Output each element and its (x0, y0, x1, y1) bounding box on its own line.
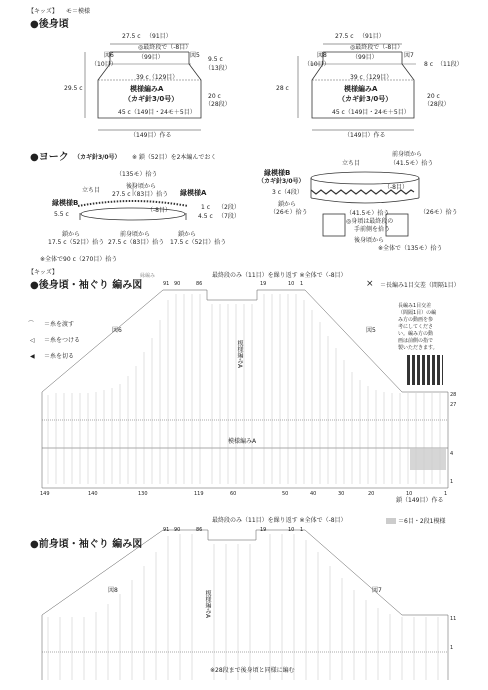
front-cast-on: （149目）作る (344, 132, 386, 139)
col-bottom-50: 50 (282, 491, 289, 497)
col-bottom-149: 149 (40, 491, 50, 497)
front-width-top: 27.5 c (335, 33, 354, 40)
front-chart-label-right: 図7 (372, 587, 382, 594)
row-4: 4 (450, 451, 454, 457)
yoke-r-front-pick: （41.5モ）拾う (390, 160, 434, 167)
front-row-11: 11 (450, 616, 457, 622)
row-1: 1 (450, 479, 454, 485)
chart-cast-on: 鎖（149目）作る (396, 497, 444, 504)
qr-note-7: 製いただきます。 (398, 345, 438, 351)
back-pattern: 模様編みA (130, 85, 164, 93)
chart-pattern: 模様編みA (228, 438, 257, 445)
col-bottom-30: 30 (338, 491, 345, 497)
chart-label-right: 図5 (366, 327, 376, 334)
qr-note-6: 画は前側の指で (398, 338, 434, 344)
front-chart-bottom-note: ※28段まで後身頃と同様に編む (210, 667, 295, 674)
yoke-rise: 立ち目 (82, 187, 101, 194)
chart-label-left: 図6 (112, 327, 122, 334)
yoke-r-front-from: 前身頃から (392, 151, 423, 158)
chart-section: 【キッズ】 (28, 269, 58, 276)
back-label-left: 図6 (104, 52, 114, 59)
qr-note-1: 長編み1目交差 (398, 303, 432, 309)
qr-code-icon[interactable] (407, 355, 443, 385)
back-stitch-top: （99目） (138, 54, 164, 61)
back-height-right-cm: 20 c (208, 93, 221, 100)
front-label-left: 図8 (317, 52, 327, 59)
back-side-right-cm: 9.5 c (208, 56, 223, 63)
col-bottom-60: 60 (230, 491, 237, 497)
legend-cut-icon: ⌒ (28, 321, 35, 328)
yoke-chain-pick-l: 17.5 c（52目）拾う (48, 239, 105, 246)
yoke-chain-pick-r: 17.5 c（52目）拾う (170, 239, 227, 246)
yoke-r1rows: （2段） (218, 204, 240, 211)
col-top-10: 10 (288, 281, 295, 287)
qr-note-2: （間隔1目）の編 (398, 310, 437, 316)
yoke-edge-b: 縁模様B (52, 199, 79, 207)
yoke-r-minus8: （-8目） (384, 184, 408, 191)
front-width-top-rows: （91目） (359, 33, 385, 40)
front-pattern: 模様編みA (344, 85, 378, 93)
front-height-right-cm: 20 c (427, 93, 440, 100)
yoke-side-cm: 5.5 c (54, 211, 69, 218)
yoke-r-chain-pick-r: （26モ）拾う (420, 209, 458, 216)
front-mid-width: 39 c（129目） (350, 74, 393, 81)
yoke-r-chain-pick-l: （26モ）拾う (270, 209, 308, 216)
yoke-total-note: ※全体で90 c（270目）拾う (40, 256, 118, 263)
yoke-r-back-pick: （41.5モ）拾う (346, 210, 390, 217)
chart-top-note: 最終段のみ（11目）を繰り返す ※全体で（-8目） (212, 272, 347, 279)
yoke-back-from: 後身頃から (126, 183, 157, 190)
yoke-chain-from-r: 鎖から (178, 231, 197, 238)
yoke-chain-from-l: 鎖から (62, 231, 81, 238)
yoke-front-from: 前身頃から (120, 231, 151, 238)
qr-note-3: み方の動画を参 (398, 317, 434, 323)
yoke-r-hook: （カギ針3/0号） (258, 178, 305, 185)
col-top-90: 90 (174, 281, 181, 287)
yoke-r-3c: 3 c（4段） (272, 189, 303, 196)
col-bottom-40: 40 (310, 491, 317, 497)
front-col-91: 91 (163, 527, 170, 533)
yoke-r-rise: 立ち目 (342, 160, 361, 167)
front-col-1: 1 (300, 527, 304, 533)
front-chart-pattern: 模様編みA (204, 590, 211, 619)
front-hook: （カギ針3/0号） (338, 95, 393, 103)
yoke-r-back-note2: 手前側を拾う (354, 226, 391, 233)
front-col-86: 86 (196, 527, 203, 533)
chart-edge-label: 縁編み (140, 273, 156, 279)
back-mid-width: 39 c（129目） (136, 74, 179, 81)
back-side-right-rows: （13段） (205, 65, 231, 72)
legend-cross: ＝長編み1目交差（間隔1目） (380, 282, 460, 289)
col-bottom-20: 20 (368, 491, 375, 497)
front-height-left: 28 c (276, 85, 289, 92)
legend-end: ＝糸を切る (44, 353, 75, 360)
legend-cut: ＝糸を渡す (44, 321, 75, 328)
cross-stitch-icon: ⨯ (366, 279, 374, 289)
back-last-row-note: ◎最終段で（-8目） (138, 44, 192, 51)
yoke-back-pick: 27.5 c（83目）拾う (112, 191, 169, 198)
section-header: 【キッズ】 (28, 8, 58, 15)
back-height-left: 29.5 c (64, 85, 83, 92)
front-label-right: 図7 (404, 52, 414, 59)
yoke-r45c: 4.5 c (198, 213, 213, 220)
yoke-r45rows: （7段） (218, 213, 240, 220)
back-title: ●後身頃 (30, 19, 69, 30)
front-col-10: 10 (288, 527, 295, 533)
yoke-title: ●ヨーク (30, 152, 69, 163)
back-width-top-rows: （91目） (146, 33, 172, 40)
qr-note-5: い。編み方の動 (398, 331, 434, 337)
col-top-91: 91 (163, 281, 170, 287)
col-top-19: 19 (260, 281, 267, 287)
front-bottom-width: 45 c（149目・24モ＋5目） (332, 109, 410, 116)
back-label-right: 図5 (190, 52, 200, 59)
col-bottom-10: 10 (406, 491, 413, 497)
back-cast-on: （149目）作る (130, 132, 172, 139)
yarn-note: モ＝模様 (66, 8, 91, 15)
legend-shade: ＝6目・2段1模様 (398, 518, 446, 525)
yoke-r-total: ※全体で（135モ）拾う (378, 245, 443, 252)
front-chart-top-note: 最終段のみ（11目）を繰り返す ※全体で（-8目） (212, 517, 347, 524)
yoke-hook: （カギ針3/0号） (74, 154, 121, 161)
col-bottom-140: 140 (88, 491, 98, 497)
col-bottom-1: 1 (444, 491, 448, 497)
front-last-row-note: ◎最終段で（-8目） (350, 44, 404, 51)
yoke-r-edge-b: 縁模様B (264, 169, 291, 177)
front-side-right-rows: （11段） (437, 61, 463, 68)
yoke-top-width: （135モ）拾う (116, 171, 158, 178)
yoke-minus8: （-8目） (147, 207, 171, 214)
back-bottom-width: 45 c（149目・24モ＋5目） (118, 109, 196, 116)
yoke-r1c: 1 c (201, 204, 211, 211)
back-side-left: （10目） (91, 61, 117, 68)
front-side-left: （10目） (304, 61, 330, 68)
front-side-right-cm: 8 c (424, 61, 434, 68)
qr-note-4: 考にしてくださ (398, 324, 434, 330)
chart-title: ●後身頃・袖ぐり 編み図 (30, 280, 143, 291)
col-top-1: 1 (300, 281, 304, 287)
attach-icon: ◁ (30, 337, 35, 344)
yoke-front-pick: 27.5 c（83目）拾う (108, 239, 165, 246)
chart-pattern-vertical: 模様編みA (236, 340, 243, 369)
col-bottom-130: 130 (138, 491, 148, 497)
col-bottom-119: 119 (194, 491, 204, 497)
front-chart-label-left: 図8 (108, 587, 118, 594)
yoke-r-back-from: 後身頃から (354, 237, 385, 244)
col-top-86: 86 (196, 281, 203, 287)
row-28: 28 (450, 392, 457, 398)
front-col-19: 19 (260, 527, 267, 533)
front-row-1: 1 (450, 645, 454, 651)
yoke-chain-note: ※ 鎖（52目）を2本編んでおく (132, 154, 217, 161)
yoke-edge-a: 縁模様A (180, 189, 207, 197)
legend-attach: ＝糸をつける (44, 337, 81, 344)
back-width-top: 27.5 c (122, 33, 141, 40)
end-icon: ◀ (30, 353, 35, 360)
back-height-right-rows: （28段） (205, 101, 231, 108)
front-chart-title: ●前身頃・袖ぐり 編み図 (30, 539, 143, 550)
yoke-r-back-note: ◎身頃は最終段の (346, 218, 394, 225)
front-col-90: 90 (174, 527, 181, 533)
yoke-r-chain-from: 鎖から (278, 201, 297, 208)
row-27: 27 (450, 402, 457, 408)
front-height-right-rows: （28段） (424, 101, 450, 108)
back-hook: （カギ針3/0号） (124, 95, 179, 103)
front-stitch-top: （99目） (352, 54, 378, 61)
